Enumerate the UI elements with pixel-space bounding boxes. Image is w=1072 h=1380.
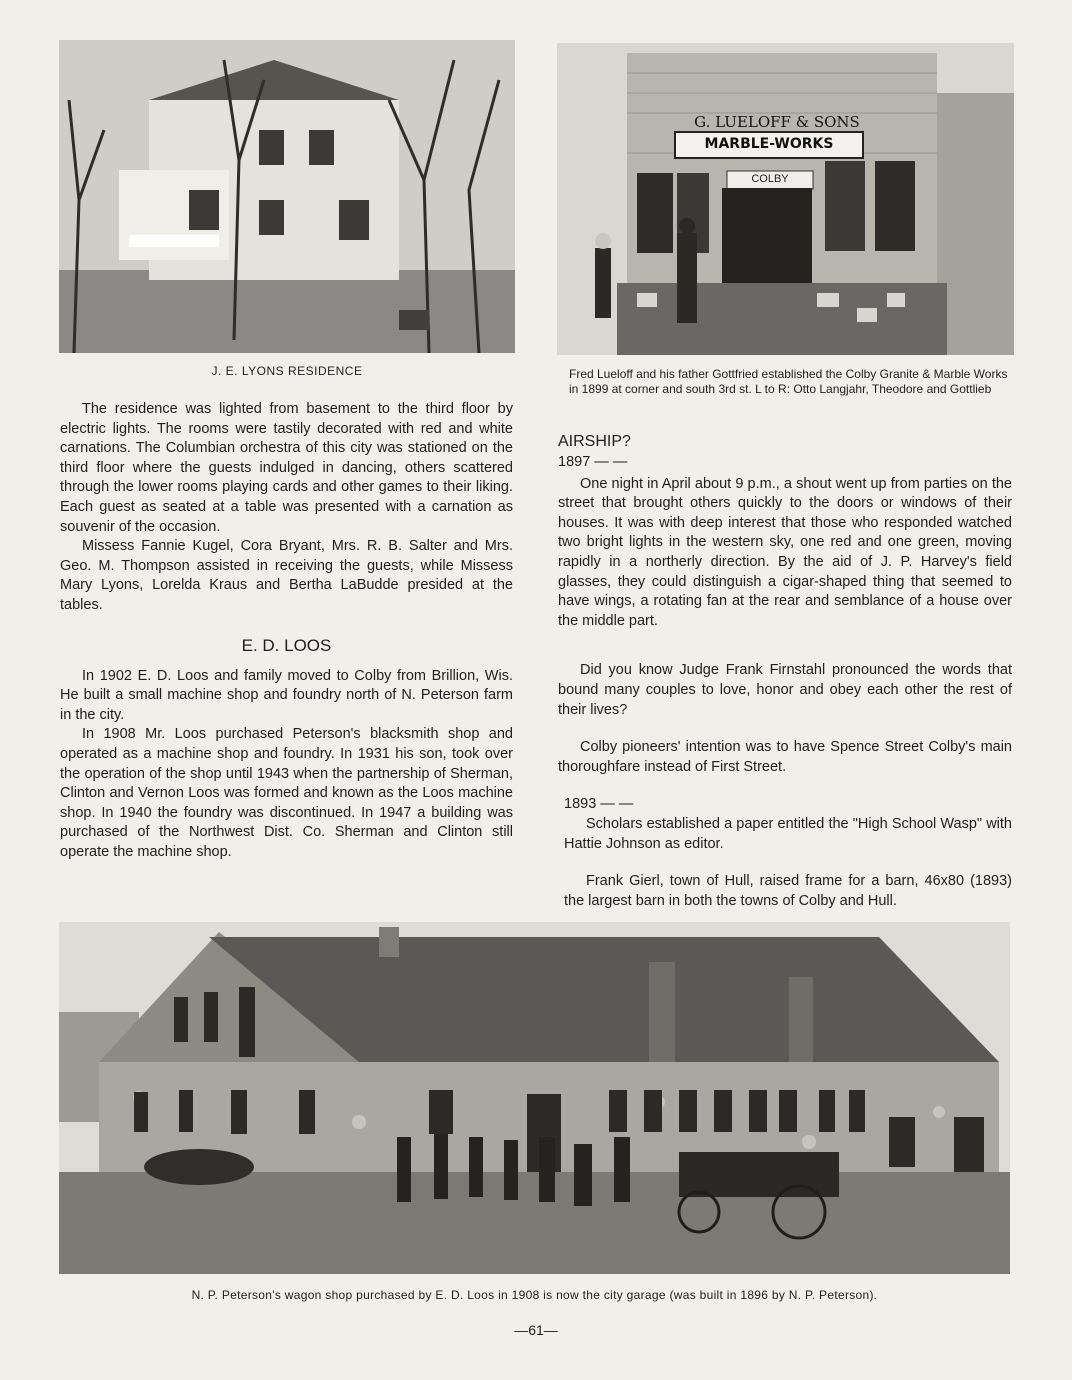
lyons-photo-caption: J. E. LYONS RESIDENCE	[211, 364, 363, 378]
right-column	[558, 433, 1012, 911]
gierl-paragraph: Frank Gierl, town of Hull, raised frame for a barn, 46x80 (1893) the largest barn in both the towns of Colby and Hull.	[564, 873, 1012, 909]
loos-paragraph-1: In 1902 E. D. Loos and family moved to Colby from Brillion, Wis. He built a small machine shop and foundry north of N. Peterson farm in the city.	[60, 667, 513, 723]
page-number: —61—	[514, 1322, 558, 1338]
left-column	[60, 400, 513, 862]
marble-works-photo	[557, 43, 1014, 355]
airship-heading: AIRSHIP?	[558, 433, 631, 450]
lyons-paragraph-1: The residence was lighted from basement to the third floor by electric lights. The rooms were tastily decorated with red and white carnations. The Columbian orchestra of this city was stationed on the third floor where the guests indulged in dancing, others scattered through the lower rooms playing cards and other games to their liking. Each guest as seated at a table was presented with a carnation as souvenir of the occasion.	[60, 401, 513, 535]
lyons-residence-photo	[59, 40, 515, 353]
scholars-date: 1893 — —	[564, 796, 634, 813]
firnstahl-paragraph: Did you know Judge Frank Firnstahl pronounced the words that bound many couples to love, honor and obey each other the rest of their lives?	[558, 662, 1012, 718]
marble-sign-door: COLBY	[751, 173, 789, 185]
marble-sign-main: MARBLE-WORKS	[704, 136, 834, 152]
airship-paragraph: One night in April about 9 p.m., a shout went up from parties on the street that brought others quickly to the doors or windows of their houses. It was with deep interest that those who responded watched two bright lights in the western sky, one red and one green, moving rapidly in a northerly direction. By the aid of J. P. Harvey's field glasses, they could distinguish a cigar-shaped thing that seemed to have wings, a rotating fan at the rear and semblance of a house over the middle part.	[558, 475, 1012, 629]
airship-date: 1897 — —	[558, 454, 628, 470]
marble-photo-caption: Fred Lueloff and his father Gottfried established the Colby Granite & Marble Works in 1899 at corner and south 3rd st. L to R: Otto Langjahr, Theodore and Gottlieb	[569, 367, 1008, 396]
spence-street-paragraph: Colby pioneers' intention was to have Spence Street Colby's main thoroughfare instead of First Street.	[558, 739, 1012, 775]
loos-heading: E. D. LOOS	[241, 635, 332, 655]
wagon-shop-photo	[59, 922, 1010, 1274]
lyons-paragraph-2: Missess Fannie Kugel, Cora Bryant, Mrs. R. B. Salter and Mrs. Geo. M. Thompson assisted in receiving the guests, while Missess Mary Lyons, Lorelda Kraus and Bertha LaBudde presided at the tables.	[60, 538, 513, 613]
marble-sign-top: G. LUELOFF & SONS	[694, 113, 860, 131]
wagon-shop-caption: N. P. Peterson's wagon shop purchased by E. D. Loos in 1908 is now the city garage (was built in 1896 by N. P. Peterson).	[191, 1288, 878, 1302]
loos-paragraph-2: In 1908 Mr. Loos purchased Peterson's blacksmith shop and operated as a machine shop and foundry. In 1931 his son, took over the operation of the shop until 1943 when the partnership of Sherman, Clinton and Vernon Loos was formed and known as the Loos machine shop. In 1940 the foundry was discontinued. In 1947 a building was purchased of the Northwest Dist. Co. Sherman and Clinton still operate the machine shop.	[60, 726, 513, 860]
scholars-paragraph: Scholars established a paper entitled the "High School Wasp" with Hattie Johnson as editor.	[564, 815, 1012, 852]
